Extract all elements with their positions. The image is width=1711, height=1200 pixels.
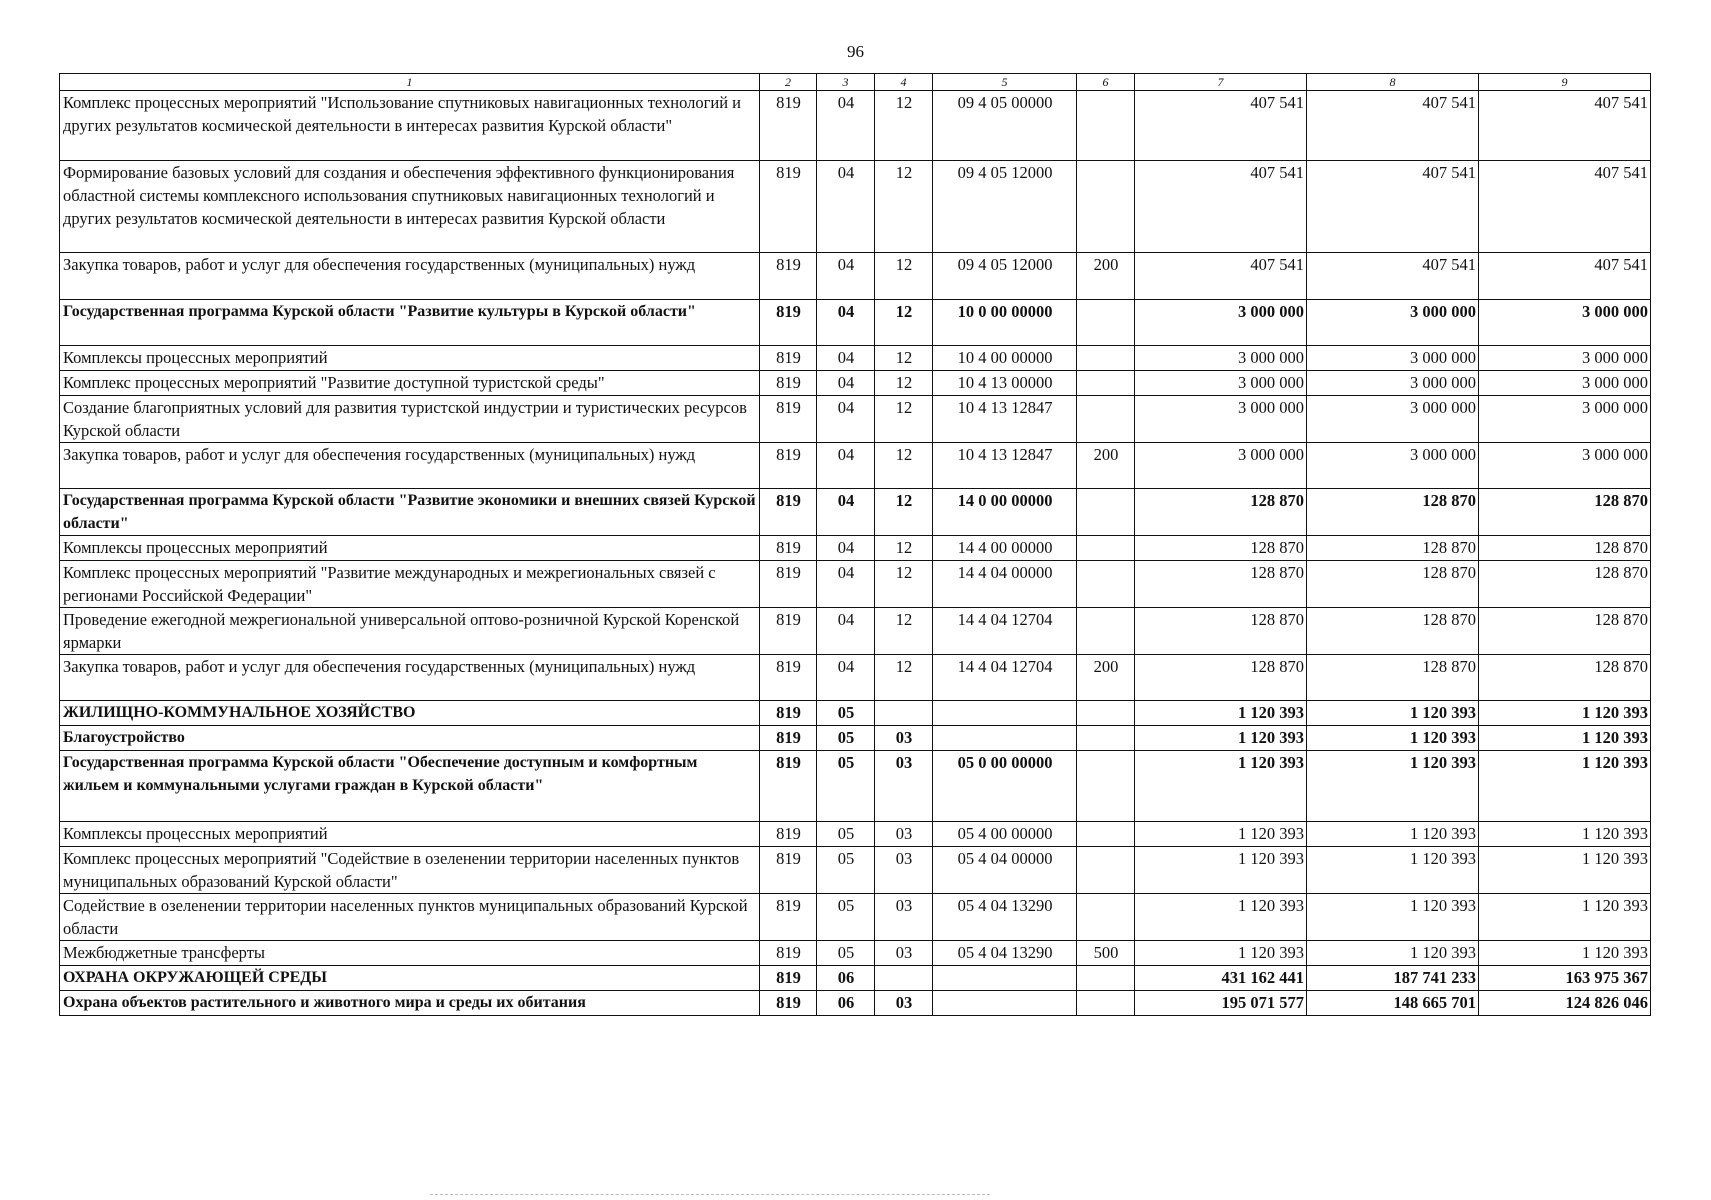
table-row — [60, 536, 1651, 561]
target-article-code: 09 4 05 00000 — [933, 91, 1077, 161]
amount-year-3: 128 870 — [1479, 536, 1651, 561]
amount-year-2: 1 120 393 — [1307, 894, 1479, 941]
admin-code: 819 — [760, 941, 817, 966]
row-name: Комплексы процессных мероприятий — [60, 346, 760, 371]
row-name: Содействие в озеленении территории населенных пунктов муниципальных образований Курской области — [60, 894, 760, 941]
admin-code: 819 — [760, 966, 817, 991]
subsection-code: 03 — [875, 894, 933, 941]
subsection-code: 12 — [875, 300, 933, 346]
subsection-code — [875, 701, 933, 726]
amount-year-1: 128 870 — [1135, 655, 1307, 701]
amount-year-1: 3 000 000 — [1135, 346, 1307, 371]
admin-code: 819 — [760, 561, 817, 608]
admin-code: 819 — [760, 253, 817, 300]
page-number: 96 — [847, 42, 864, 61]
section-code: 05 — [817, 726, 875, 751]
target-article-code: 09 4 05 12000 — [933, 161, 1077, 253]
table-row — [60, 847, 1651, 894]
amount-year-3: 1 120 393 — [1479, 751, 1651, 822]
amount-year-1: 3 000 000 — [1135, 396, 1307, 443]
amount-year-3: 1 120 393 — [1479, 941, 1651, 966]
subsection-code: 03 — [875, 847, 933, 894]
amount-year-1: 1 120 393 — [1135, 726, 1307, 751]
admin-code: 819 — [760, 536, 817, 561]
target-article-code: 05 4 04 13290 — [933, 894, 1077, 941]
table-row — [60, 346, 1651, 371]
section-code: 04 — [817, 396, 875, 443]
row-name: Формирование базовых условий для создания и обеспечения эффективного функционирования областной системы комплексного использования спутниковых навигационных технологий и других результатов космической деятельности в интересах развития Курской области — [60, 161, 760, 253]
amount-year-3: 1 120 393 — [1479, 847, 1651, 894]
amount-year-2: 1 120 393 — [1307, 822, 1479, 847]
admin-code: 819 — [760, 346, 817, 371]
subsection-code: 03 — [875, 751, 933, 822]
amount-year-2: 128 870 — [1307, 655, 1479, 701]
expense-type-code — [1077, 91, 1135, 161]
amount-year-2: 407 541 — [1307, 253, 1479, 300]
budget-table — [59, 73, 1651, 1016]
target-article-code — [933, 991, 1077, 1016]
amount-year-3: 3 000 000 — [1479, 346, 1651, 371]
subsection-code: 12 — [875, 346, 933, 371]
amount-year-1: 128 870 — [1135, 489, 1307, 536]
amount-year-2: 3 000 000 — [1307, 371, 1479, 396]
section-code: 04 — [817, 655, 875, 701]
admin-code: 819 — [760, 300, 817, 346]
amount-year-3: 1 120 393 — [1479, 894, 1651, 941]
table-row — [60, 822, 1651, 847]
row-name: ОХРАНА ОКРУЖАЮЩЕЙ СРЕДЫ — [60, 966, 760, 991]
amount-year-3: 3 000 000 — [1479, 443, 1651, 489]
amount-year-1: 407 541 — [1135, 91, 1307, 161]
table-row — [60, 396, 1651, 443]
section-code: 05 — [817, 894, 875, 941]
amount-year-2: 407 541 — [1307, 91, 1479, 161]
expense-type-code — [1077, 751, 1135, 822]
section-code: 04 — [817, 346, 875, 371]
amount-year-2: 128 870 — [1307, 561, 1479, 608]
amount-year-3: 3 000 000 — [1479, 371, 1651, 396]
expense-type-code — [1077, 396, 1135, 443]
target-article-code: 10 0 00 00000 — [933, 300, 1077, 346]
amount-year-2: 1 120 393 — [1307, 751, 1479, 822]
row-name: Комплекс процессных мероприятий "Содействие в озеленении территории населенных пунктов муниципальных образований Курской области" — [60, 847, 760, 894]
table-row — [60, 726, 1651, 751]
target-article-code: 14 0 00 00000 — [933, 489, 1077, 536]
target-article-code: 05 0 00 00000 — [933, 751, 1077, 822]
amount-year-2: 1 120 393 — [1307, 726, 1479, 751]
section-code: 04 — [817, 253, 875, 300]
amount-year-3: 3 000 000 — [1479, 300, 1651, 346]
target-article-code: 05 4 04 13290 — [933, 941, 1077, 966]
target-article-code: 05 4 00 00000 — [933, 822, 1077, 847]
amount-year-1: 3 000 000 — [1135, 371, 1307, 396]
amount-year-1: 3 000 000 — [1135, 300, 1307, 346]
amount-year-3: 128 870 — [1479, 655, 1651, 701]
target-article-code: 10 4 13 12847 — [933, 396, 1077, 443]
table-row — [60, 91, 1651, 161]
table-row — [60, 608, 1651, 655]
amount-year-3: 1 120 393 — [1479, 822, 1651, 847]
target-article-code: 05 4 04 00000 — [933, 847, 1077, 894]
row-name: Закупка товаров, работ и услуг для обеспечения государственных (муниципальных) нужд — [60, 655, 760, 701]
admin-code: 819 — [760, 608, 817, 655]
amount-year-2: 3 000 000 — [1307, 443, 1479, 489]
subsection-code: 12 — [875, 443, 933, 489]
amount-year-1: 128 870 — [1135, 536, 1307, 561]
amount-year-2: 3 000 000 — [1307, 396, 1479, 443]
expense-type-code — [1077, 822, 1135, 847]
row-name: Закупка товаров, работ и услуг для обеспечения государственных (муниципальных) нужд — [60, 253, 760, 300]
amount-year-1: 1 120 393 — [1135, 894, 1307, 941]
target-article-code: 14 4 04 12704 — [933, 608, 1077, 655]
section-code: 04 — [817, 608, 875, 655]
expense-type-code: 500 — [1077, 941, 1135, 966]
admin-code: 819 — [760, 489, 817, 536]
row-name: Комплекс процессных мероприятий "Развитие международных и межрегиональных связей с регионами Российской Федерации" — [60, 561, 760, 608]
expense-type-code: 200 — [1077, 253, 1135, 300]
column-number: 6 — [1077, 74, 1135, 91]
subsection-code: 12 — [875, 161, 933, 253]
amount-year-1: 1 120 393 — [1135, 701, 1307, 726]
table-row — [60, 966, 1651, 991]
amount-year-3: 407 541 — [1479, 161, 1651, 253]
amount-year-3: 163 975 367 — [1479, 966, 1651, 991]
section-code: 05 — [817, 822, 875, 847]
admin-code: 819 — [760, 371, 817, 396]
budget-table-body — [60, 74, 1651, 1016]
section-code: 04 — [817, 161, 875, 253]
column-number: 7 — [1135, 74, 1307, 91]
subsection-code: 03 — [875, 941, 933, 966]
admin-code: 819 — [760, 847, 817, 894]
column-number: 3 — [817, 74, 875, 91]
table-row — [60, 443, 1651, 489]
target-article-code: 14 4 00 00000 — [933, 536, 1077, 561]
admin-code: 819 — [760, 751, 817, 822]
expense-type-code — [1077, 726, 1135, 751]
amount-year-1: 3 000 000 — [1135, 443, 1307, 489]
expense-type-code — [1077, 536, 1135, 561]
section-code: 06 — [817, 966, 875, 991]
admin-code: 819 — [760, 991, 817, 1016]
subsection-code: 12 — [875, 655, 933, 701]
table-row — [60, 561, 1651, 608]
table-row — [60, 941, 1651, 966]
amount-year-3: 1 120 393 — [1479, 726, 1651, 751]
amount-year-3: 124 826 046 — [1479, 991, 1651, 1016]
amount-year-2: 128 870 — [1307, 536, 1479, 561]
amount-year-1: 407 541 — [1135, 161, 1307, 253]
section-code: 04 — [817, 561, 875, 608]
table-row — [60, 253, 1651, 300]
section-code: 05 — [817, 701, 875, 726]
row-name: Межбюджетные трансферты — [60, 941, 760, 966]
section-code: 06 — [817, 991, 875, 1016]
amount-year-2: 3 000 000 — [1307, 300, 1479, 346]
expense-type-code — [1077, 991, 1135, 1016]
admin-code: 819 — [760, 822, 817, 847]
table-row — [60, 371, 1651, 396]
admin-code: 819 — [760, 701, 817, 726]
section-code: 05 — [817, 847, 875, 894]
column-number-row — [60, 74, 1651, 91]
amount-year-3: 407 541 — [1479, 253, 1651, 300]
subsection-code: 12 — [875, 91, 933, 161]
amount-year-3: 128 870 — [1479, 561, 1651, 608]
subsection-code: 12 — [875, 253, 933, 300]
column-number: 8 — [1307, 74, 1479, 91]
amount-year-2: 128 870 — [1307, 489, 1479, 536]
amount-year-1: 195 071 577 — [1135, 991, 1307, 1016]
target-article-code: 09 4 05 12000 — [933, 253, 1077, 300]
target-article-code: 14 4 04 00000 — [933, 561, 1077, 608]
admin-code: 819 — [760, 443, 817, 489]
target-article-code — [933, 701, 1077, 726]
expense-type-code — [1077, 608, 1135, 655]
table-row — [60, 751, 1651, 822]
row-name: Закупка товаров, работ и услуг для обеспечения государственных (муниципальных) нужд — [60, 443, 760, 489]
expense-type-code — [1077, 894, 1135, 941]
expense-type-code — [1077, 966, 1135, 991]
row-name: Охрана объектов растительного и животного мира и среды их обитания — [60, 991, 760, 1016]
column-number: 4 — [875, 74, 933, 91]
target-article-code: 10 4 00 00000 — [933, 346, 1077, 371]
amount-year-1: 1 120 393 — [1135, 941, 1307, 966]
amount-year-2: 187 741 233 — [1307, 966, 1479, 991]
expense-type-code — [1077, 371, 1135, 396]
row-name: Государственная программа Курской области "Обеспечение доступным и комфортным жильем и коммунальными услугами граждан в Курской области" — [60, 751, 760, 822]
row-name: ЖИЛИЩНО-КОММУНАЛЬНОЕ ХОЗЯЙСТВО — [60, 701, 760, 726]
table-row — [60, 300, 1651, 346]
amount-year-2: 407 541 — [1307, 161, 1479, 253]
column-number: 1 — [60, 74, 760, 91]
expense-type-code — [1077, 346, 1135, 371]
section-code: 04 — [817, 536, 875, 561]
admin-code: 819 — [760, 396, 817, 443]
subsection-code: 12 — [875, 561, 933, 608]
amount-year-3: 3 000 000 — [1479, 396, 1651, 443]
amount-year-1: 1 120 393 — [1135, 822, 1307, 847]
amount-year-2: 1 120 393 — [1307, 701, 1479, 726]
admin-code: 819 — [760, 161, 817, 253]
expense-type-code — [1077, 561, 1135, 608]
admin-code: 819 — [760, 655, 817, 701]
amount-year-1: 128 870 — [1135, 608, 1307, 655]
row-name: Комплексы процессных мероприятий — [60, 822, 760, 847]
subsection-code: 03 — [875, 726, 933, 751]
section-code: 05 — [817, 751, 875, 822]
section-code: 04 — [817, 443, 875, 489]
section-code: 04 — [817, 489, 875, 536]
expense-type-code: 200 — [1077, 443, 1135, 489]
scan-artifact-line — [430, 1194, 990, 1196]
row-name: Благоустройство — [60, 726, 760, 751]
row-name: Комплекс процессных мероприятий "Использование спутниковых навигационных технологий и других результатов космической деятельности в интересах развития Курской области" — [60, 91, 760, 161]
amount-year-3: 128 870 — [1479, 489, 1651, 536]
amount-year-1: 407 541 — [1135, 253, 1307, 300]
row-name: Комплексы процессных мероприятий — [60, 536, 760, 561]
amount-year-3: 407 541 — [1479, 91, 1651, 161]
target-article-code: 10 4 13 12847 — [933, 443, 1077, 489]
target-article-code — [933, 726, 1077, 751]
amount-year-1: 128 870 — [1135, 561, 1307, 608]
column-number: 2 — [760, 74, 817, 91]
amount-year-2: 148 665 701 — [1307, 991, 1479, 1016]
amount-year-2: 1 120 393 — [1307, 941, 1479, 966]
table-row — [60, 655, 1651, 701]
amount-year-3: 128 870 — [1479, 608, 1651, 655]
amount-year-2: 3 000 000 — [1307, 346, 1479, 371]
expense-type-code — [1077, 300, 1135, 346]
expense-type-code — [1077, 161, 1135, 253]
expense-type-code — [1077, 701, 1135, 726]
subsection-code: 12 — [875, 608, 933, 655]
admin-code: 819 — [760, 726, 817, 751]
row-name: Государственная программа Курской области "Развитие экономики и внешних связей Курской области" — [60, 489, 760, 536]
subsection-code: 03 — [875, 822, 933, 847]
section-code: 05 — [817, 941, 875, 966]
subsection-code: 12 — [875, 536, 933, 561]
column-number: 5 — [933, 74, 1077, 91]
subsection-code: 12 — [875, 396, 933, 443]
subsection-code: 12 — [875, 489, 933, 536]
table-row — [60, 161, 1651, 253]
section-code: 04 — [817, 91, 875, 161]
amount-year-1: 431 162 441 — [1135, 966, 1307, 991]
row-name: Проведение ежегодной межрегиональной универсальной оптово-розничной Курской Коренской ярмарки — [60, 608, 760, 655]
table-row — [60, 894, 1651, 941]
amount-year-1: 1 120 393 — [1135, 751, 1307, 822]
target-article-code: 14 4 04 12704 — [933, 655, 1077, 701]
table-row — [60, 489, 1651, 536]
subsection-code — [875, 966, 933, 991]
admin-code: 819 — [760, 91, 817, 161]
column-number: 9 — [1479, 74, 1651, 91]
target-article-code: 10 4 13 00000 — [933, 371, 1077, 396]
section-code: 04 — [817, 300, 875, 346]
amount-year-2: 1 120 393 — [1307, 847, 1479, 894]
amount-year-2: 128 870 — [1307, 608, 1479, 655]
table-row — [60, 991, 1651, 1016]
row-name: Создание благоприятных условий для развития туристской индустрии и туристических ресурсов Курской области — [60, 396, 760, 443]
subsection-code: 12 — [875, 371, 933, 396]
admin-code: 819 — [760, 894, 817, 941]
row-name: Комплекс процессных мероприятий "Развитие доступной туристской среды" — [60, 371, 760, 396]
expense-type-code — [1077, 847, 1135, 894]
amount-year-1: 1 120 393 — [1135, 847, 1307, 894]
target-article-code — [933, 966, 1077, 991]
section-code: 04 — [817, 371, 875, 396]
row-name: Государственная программа Курской области "Развитие культуры в Курской области" — [60, 300, 760, 346]
amount-year-3: 1 120 393 — [1479, 701, 1651, 726]
subsection-code: 03 — [875, 991, 933, 1016]
table-row — [60, 701, 1651, 726]
expense-type-code — [1077, 489, 1135, 536]
expense-type-code: 200 — [1077, 655, 1135, 701]
